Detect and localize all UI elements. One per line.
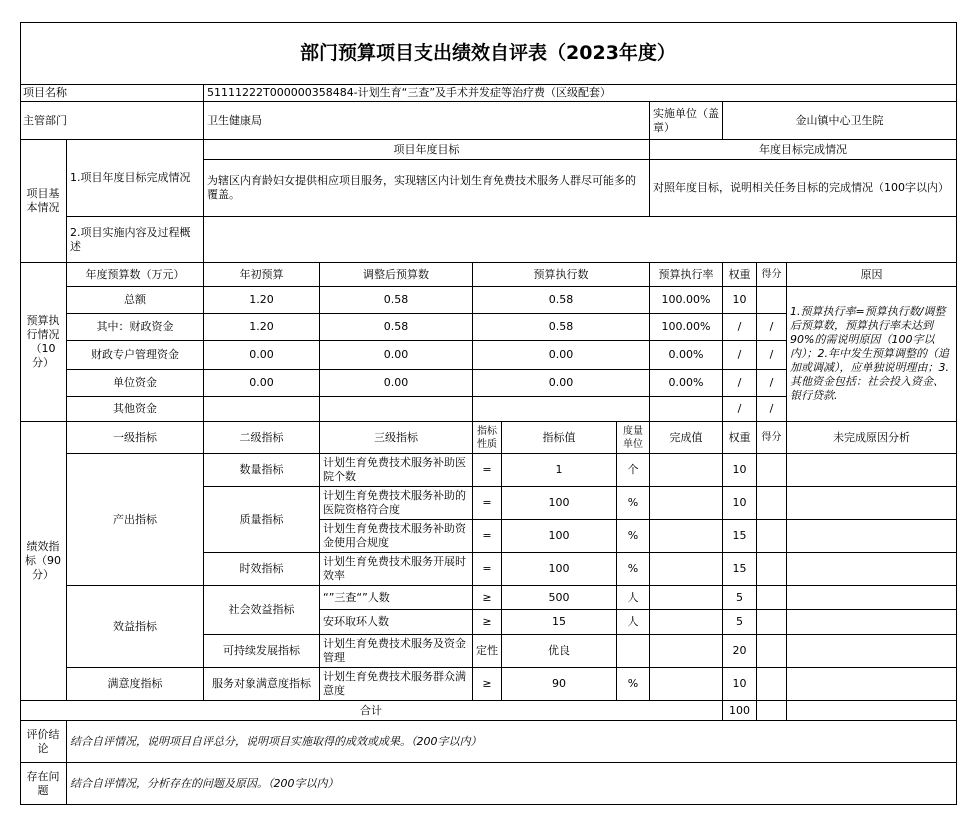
l2-quantity: 数量指标 [204,454,320,487]
issues-label: 存在问题 [20,763,67,805]
perf-header-0: 一级指标 [67,422,204,454]
perf-row-2-l3: 计划生育免费技术服务补助资金使用合规度 [320,520,473,553]
budget-row-3-score: / [757,370,787,397]
impl-unit-label: 实施单位（盖章） [650,102,723,140]
perf-row-1-l3: 计划生育免费技术服务补助的医院资格符合度 [320,487,473,520]
perf-row-0-unit: 个 [617,454,650,487]
perf-row-2-weight: 15 [723,520,757,553]
l1-output: 产出指标 [67,454,204,586]
perf-row-4-actual [650,586,723,610]
perf-row-5-weight: 5 [723,610,757,635]
budget-header-1: 年初预算 [204,263,320,287]
goal-header: 项目年度目标 [204,140,650,160]
performance-label: 绩效指标（90分） [20,422,67,701]
budget-row-1-rate: 100.00% [650,314,723,341]
budget-row-0-rate: 100.00% [650,287,723,314]
implementation-label: 2.项目实施内容及过程概述 [67,217,204,263]
l1-benefit: 效益指标 [67,586,204,668]
perf-row-7-reason [787,668,957,701]
form-title: 部门预算项目支出绩效自评表（2023年度） [20,22,957,85]
total-label: 合计 [20,701,723,721]
total-score [757,701,787,721]
perf-row-1-reason [787,487,957,520]
perf-row-1-actual [650,487,723,520]
perf-row-0-reason [787,454,957,487]
perf-row-6-weight: 20 [723,635,757,668]
perf-row-3-actual [650,553,723,586]
budget-row-4-executed [473,397,650,422]
perf-row-3-nature: = [473,553,502,586]
perf-row-1-weight: 10 [723,487,757,520]
budget-reason-note: 1.预算执行率=预算执行数/调整后预算数，预算执行率未达到90%的需说明原因（100字以内）；2.年中发生预算调整的（追加或调减），应单独说明理由；3.其他资金包括：社会投入资金、银行贷款. [787,287,957,422]
budget-row-2-name: 财政专户管理资金 [67,341,204,370]
budget-header-0: 年度预算数（万元） [67,263,204,287]
perf-header-7: 权重 [723,422,757,454]
perf-row-3-score [757,553,787,586]
budget-header-5: 权重 [723,263,757,287]
perf-row-4-l3: “”三查“”人数 [320,586,473,610]
perf-row-7-value: 90 [502,668,617,701]
perf-row-7-nature: ≥ [473,668,502,701]
perf-row-6-actual [650,635,723,668]
perf-row-2-reason [787,520,957,553]
budget-row-3-adjusted: 0.00 [320,370,473,397]
perf-row-7-score [757,668,787,701]
perf-row-0-nature: = [473,454,502,487]
perf-row-0-actual [650,454,723,487]
evaluation-label: 评价结论 [20,721,67,763]
budget-row-4-rate [650,397,723,422]
perf-row-5-reason [787,610,957,635]
perf-row-4-score [757,586,787,610]
budget-row-4-initial [204,397,320,422]
perf-row-2-score [757,520,787,553]
perf-row-7-l3: 计划生育免费技术服务群众满意度 [320,668,473,701]
implementation-text [204,217,957,263]
perf-row-2-actual [650,520,723,553]
budget-row-3-rate: 0.00% [650,370,723,397]
budget-row-0-initial: 1.20 [204,287,320,314]
perf-row-1-unit: % [617,487,650,520]
perf-row-4-weight: 5 [723,586,757,610]
perf-header-6: 完成值 [650,422,723,454]
perf-row-6-score [757,635,787,668]
project-name-label: 项目名称 [20,85,204,102]
budget-row-4-weight: / [723,397,757,422]
perf-row-6-nature: 定性 [473,635,502,668]
budget-row-2-rate: 0.00% [650,341,723,370]
perf-row-6-reason [787,635,957,668]
perf-row-0-value: 1 [502,454,617,487]
perf-row-3-l3: 计划生育免费技术服务开展时效率 [320,553,473,586]
l2-social: 社会效益指标 [204,586,320,635]
total-weight: 100 [723,701,757,721]
budget-row-1-name: 其中：财政资金 [67,314,204,341]
goal-completion-label: 1.项目年度目标完成情况 [67,140,204,217]
perf-row-4-reason [787,586,957,610]
perf-row-4-unit: 人 [617,586,650,610]
perf-row-3-value: 100 [502,553,617,586]
total-reason [787,701,957,721]
budget-row-1-initial: 1.20 [204,314,320,341]
budget-row-3-initial: 0.00 [204,370,320,397]
l2-timeliness: 时效指标 [204,553,320,586]
perf-row-1-score [757,487,787,520]
impl-unit-value: 金山镇中心卫生院 [723,102,957,140]
budget-exec-label: 预算执行情况（10分） [20,263,67,422]
budget-header-6: 得分 [757,263,787,287]
perf-row-5-l3: 安环取环人数 [320,610,473,635]
budget-row-3-executed: 0.00 [473,370,650,397]
perf-row-2-nature: = [473,520,502,553]
perf-header-5: 度量单位 [617,422,650,454]
basic-info-label: 项目基本情况 [20,140,67,263]
perf-row-5-unit: 人 [617,610,650,635]
perf-row-5-score [757,610,787,635]
perf-row-2-value: 100 [502,520,617,553]
l2-quality: 质量指标 [204,487,320,553]
perf-row-6-unit [617,635,650,668]
perf-row-4-value: 500 [502,586,617,610]
perf-row-7-actual [650,668,723,701]
perf-row-5-nature: ≥ [473,610,502,635]
budget-row-0-score [757,287,787,314]
perf-row-6-l3: 计划生育免费技术服务及资金管理 [320,635,473,668]
status-text: 对照年度目标，说明相关任务目标的完成情况（100字以内） [650,160,957,217]
budget-row-0-adjusted: 0.58 [320,287,473,314]
budget-row-3-weight: / [723,370,757,397]
status-header: 年度目标完成情况 [650,140,957,160]
perf-row-3-unit: % [617,553,650,586]
perf-row-0-weight: 10 [723,454,757,487]
perf-row-1-nature: = [473,487,502,520]
perf-row-2-unit: % [617,520,650,553]
budget-row-0-name: 总额 [67,287,204,314]
issues-text: 结合自评情况，分析存在的问题及原因。（200字以内） [67,763,957,805]
perf-row-0-l3: 计划生育免费技术服务补助医院个数 [320,454,473,487]
evaluation-text: 结合自评情况，说明项目自评总分，说明项目实施取得的成效或成果。（200字以内） [67,721,957,763]
perf-row-0-score [757,454,787,487]
l2-service-satisfaction: 服务对象满意度指标 [204,668,320,701]
goal-text: 为辖区内育龄妇女提供相应项目服务，实现辖区内计划生育免费技术服务人群尽可能多的覆盖。 [204,160,650,217]
budget-header-2: 调整后预算数 [320,263,473,287]
perf-header-4: 指标值 [502,422,617,454]
perf-row-4-nature: ≥ [473,586,502,610]
perf-row-1-value: 100 [502,487,617,520]
perf-row-7-weight: 10 [723,668,757,701]
budget-row-1-adjusted: 0.58 [320,314,473,341]
dept-label: 主管部门 [20,102,204,140]
perf-header-9: 未完成原因分析 [787,422,957,454]
budget-row-2-executed: 0.00 [473,341,650,370]
budget-row-1-executed: 0.58 [473,314,650,341]
l1-satisfaction: 满意度指标 [67,668,204,701]
budget-row-2-score: / [757,341,787,370]
budget-row-0-executed: 0.58 [473,287,650,314]
perf-row-3-weight: 15 [723,553,757,586]
budget-header-4: 预算执行率 [650,263,723,287]
perf-row-5-actual [650,610,723,635]
budget-row-1-weight: / [723,314,757,341]
budget-row-3-name: 单位资金 [67,370,204,397]
budget-row-1-score: / [757,314,787,341]
perf-row-7-unit: % [617,668,650,701]
project-name-value: 51111222T000000358484-计划生育“三查”及手术并发症等治疗费（区级配套） [204,85,957,102]
budget-row-2-weight: / [723,341,757,370]
perf-header-3: 指标性质 [473,422,502,454]
perf-header-1: 二级指标 [204,422,320,454]
budget-row-4-score: / [757,397,787,422]
perf-header-8: 得分 [757,422,787,454]
budget-row-4-name: 其他资金 [67,397,204,422]
perf-header-2: 三级指标 [320,422,473,454]
l2-sustainable: 可持续发展指标 [204,635,320,668]
budget-row-2-initial: 0.00 [204,341,320,370]
perf-row-3-reason [787,553,957,586]
budget-header-7: 原因 [787,263,957,287]
perf-row-5-value: 15 [502,610,617,635]
budget-header-3: 预算执行数 [473,263,650,287]
perf-row-6-value: 优良 [502,635,617,668]
budget-row-0-weight: 10 [723,287,757,314]
budget-row-2-adjusted: 0.00 [320,341,473,370]
dept-value: 卫生健康局 [204,102,650,140]
budget-row-4-adjusted [320,397,473,422]
